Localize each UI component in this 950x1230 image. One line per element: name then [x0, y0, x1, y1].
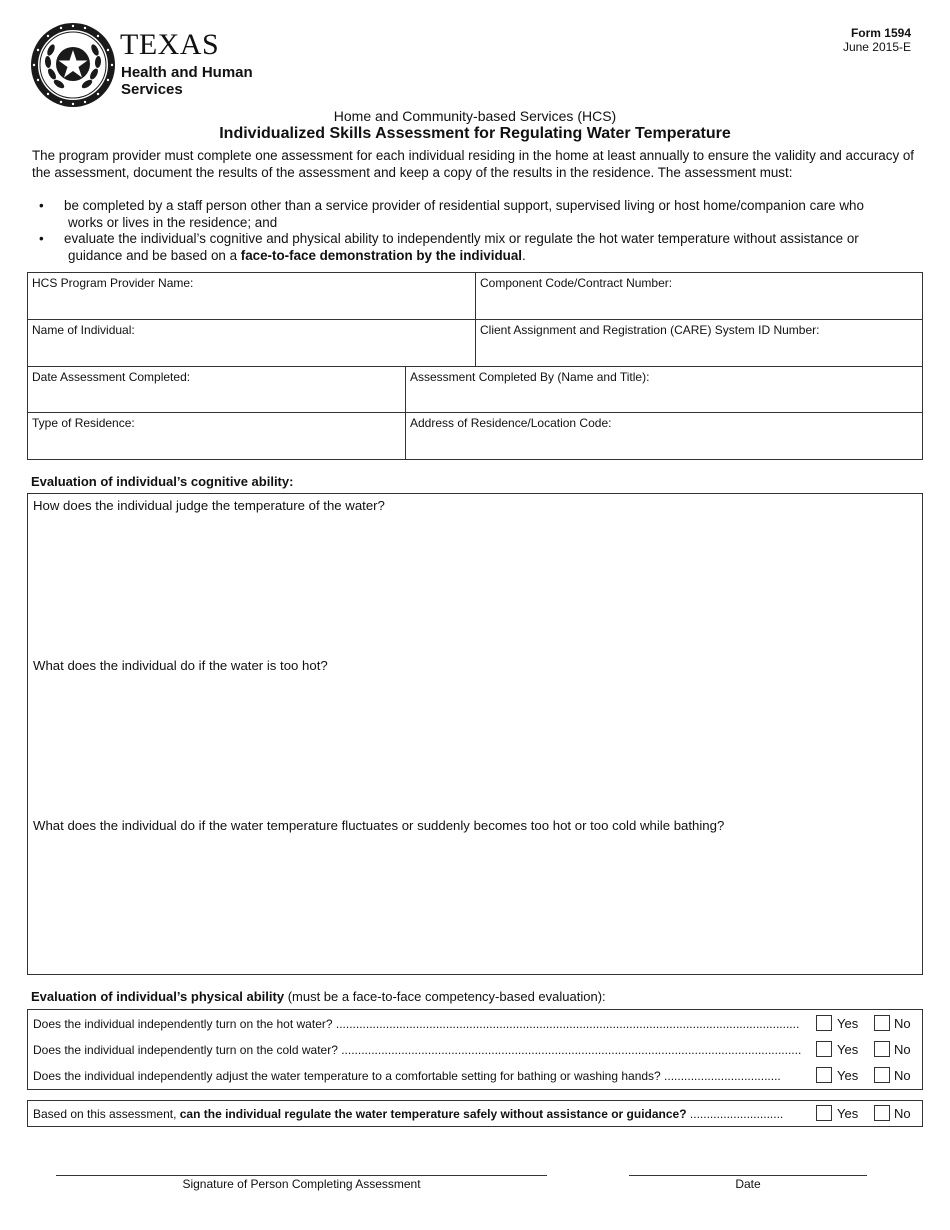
adjust-temp-yes-checkbox[interactable]	[816, 1067, 832, 1083]
cold-water-no-checkbox[interactable]	[874, 1041, 890, 1057]
date-label: Date	[735, 1177, 761, 1191]
hot-water-yes-checkbox[interactable]	[816, 1015, 832, 1031]
cognitive-question-2: What does the individual do if the water is too hot?	[33, 658, 328, 673]
physical-evaluation-box	[27, 1009, 923, 1090]
cold-water-yes-checkbox[interactable]	[816, 1041, 832, 1057]
date-line[interactable]	[629, 1175, 867, 1176]
cognitive-evaluation-box[interactable]	[27, 493, 923, 975]
form-number: Form 1594	[850, 26, 911, 40]
texas-seal-icon	[30, 22, 116, 108]
cognitive-question-3: What does the individual do if the water temperature fluctuates or suddenly becomes too hot or too cold while bathing?	[33, 818, 725, 833]
completed-by-field[interactable]: Assessment Completed By (Name and Title):	[405, 366, 923, 413]
physical-row-cold-water: Does the individual independently turn on the cold water? .......................................................................................................................................... Yes No	[33, 1042, 911, 1057]
list-item: • be completed by a staff person other than a service provider of residential support, supervised living or host home/companion care who works or lives in the residence; and	[39, 198, 864, 230]
residence-address-field[interactable]: Address of Residence/Location Code:	[405, 412, 923, 460]
physical-heading: Evaluation of individual’s physical ability (must be a face-to-face competency-based evaluation):	[31, 989, 606, 1004]
final-determination-row: Based on this assessment, can the individual regulate the water temperature safely without assistance or guidance? ............................ Yes No	[33, 1106, 911, 1121]
form-date: June 2015-E	[842, 40, 911, 54]
component-code-field[interactable]: Component Code/Contract Number:	[475, 272, 923, 320]
signature-label: Signature of Person Completing Assessment	[182, 1177, 421, 1191]
physical-row-hot-water: Does the individual independently turn on the hot water? ........................................................................................................................................... Yes No	[33, 1016, 911, 1031]
intro-paragraph: The program provider must complete one assessment for each individual residing in the home at least annually to ensure the validity and accuracy of the assessment, document the results of the assessment and keep a copy of the results in the residence. The assessment must:	[32, 148, 915, 180]
cognitive-heading: Evaluation of individual’s cognitive ability:	[31, 474, 294, 489]
individual-name-field[interactable]: Name of Individual:	[27, 319, 476, 367]
list-item: • evaluate the individual’s cognitive and physical ability to independently mix or regulate the hot water temperature without assistance or guidance and be based on a face-to-face demonstration by the individual.	[39, 231, 859, 263]
care-id-field[interactable]: Client Assignment and Registration (CARE) System ID Number:	[475, 319, 923, 367]
logo-hhs-text: Health and Human Services	[121, 64, 253, 98]
logo-texas-text: TEXAS	[120, 28, 220, 61]
requirements-list	[32, 198, 920, 264]
adjust-temp-no-checkbox[interactable]	[874, 1067, 890, 1083]
program-subtitle: Home and Community-based Services (HCS)	[333, 108, 617, 124]
physical-row-adjust-temperature: Does the individual independently adjust the water temperature to a comfortable setting for bathing or washing hands? ................................... Yes No	[33, 1068, 911, 1083]
texas-hhs-logo	[30, 22, 260, 108]
cognitive-question-1: How does the individual judge the temperature of the water?	[33, 498, 385, 513]
final-no-checkbox[interactable]	[874, 1105, 890, 1121]
page-title: Individualized Skills Assessment for Regulating Water Temperature	[219, 125, 731, 142]
hot-water-no-checkbox[interactable]	[874, 1015, 890, 1031]
final-yes-checkbox[interactable]	[816, 1105, 832, 1121]
date-completed-field[interactable]: Date Assessment Completed:	[27, 366, 406, 413]
residence-type-field[interactable]: Type of Residence:	[27, 412, 406, 460]
signature-line[interactable]	[56, 1175, 547, 1176]
final-determination-box	[27, 1100, 923, 1127]
form-number-block	[843, 26, 911, 54]
provider-name-field[interactable]: HCS Program Provider Name:	[27, 272, 476, 320]
